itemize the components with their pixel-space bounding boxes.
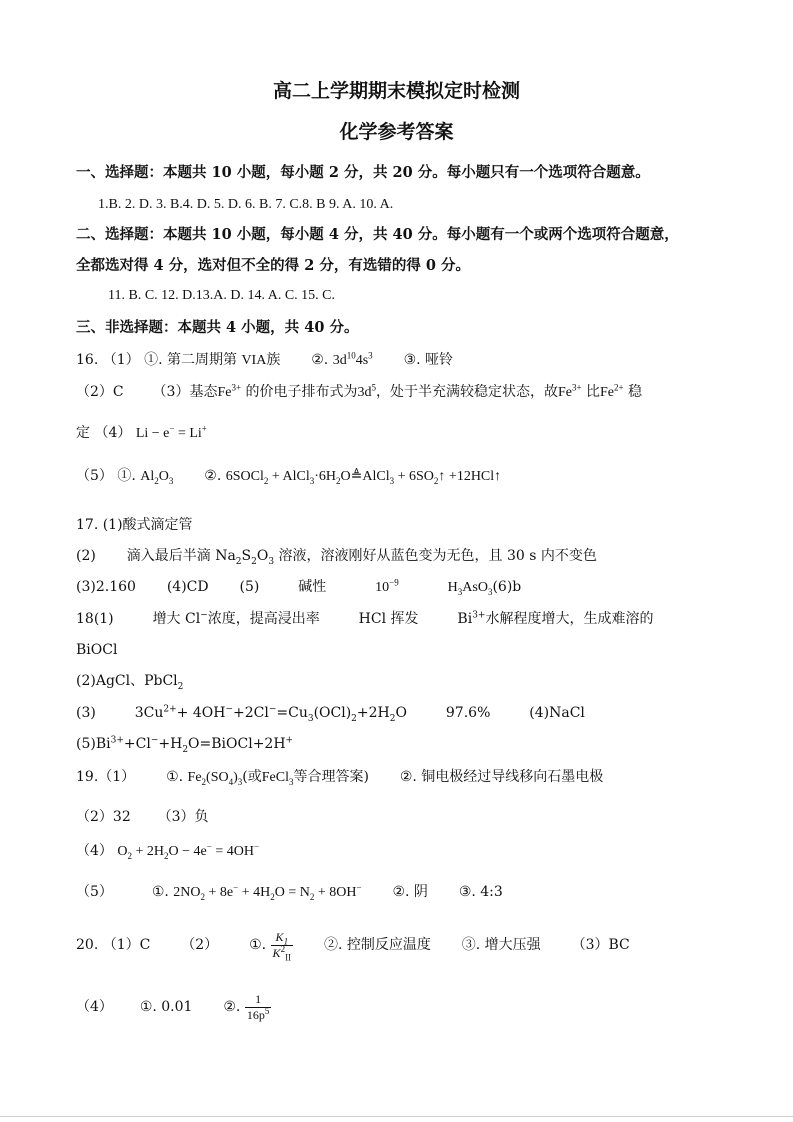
q16-part1-item2: ②. xyxy=(311,352,329,368)
q16-equation-li: Li − e− = Li+ xyxy=(135,423,207,441)
q18-line3: (2)AgCl、PbCl$_2$ xyxy=(76,673,184,692)
q16-group: VIA xyxy=(241,353,267,368)
q16-line4: （5） ①. $Al_2O_3$ ②. 6SOCl$_2$ + $AlCl_3\cdot 6H_2O≜AlCl_3$ + $6SO_2↑$ +12HCl↑ xyxy=(76,468,502,486)
q16-line2: （2）C （3）基态$Fe^{3+}$ 的价电子排布式为$3d^5$，处于半充满较稳定状态，故$Fe^{3+}$ 比$Fe^{2+}$ 稳 xyxy=(76,382,643,400)
q18-line2: BiOCl xyxy=(76,642,118,658)
page-subtitle: 化学参考答案 xyxy=(339,121,454,143)
q20-k-ratio-fraction: $\frac{K_1}{K^2_{II}}$ xyxy=(272,929,292,962)
q20-line1: 20. （1）C （2） ①. $\frac{K_1}{K^2_{II}}$ ②. 控制反应温度 ③. 增大压强 （3）BC xyxy=(76,929,630,962)
q16-socl2-equation: 6SOCl$_2$ + $AlCl_3\cdot 6H_2O≜AlCl_3$ + $6SO_2↑$ +12HCl↑ xyxy=(225,469,502,486)
q16-part2: （2）C xyxy=(76,384,124,400)
section3-heading: 三、非选择题：本题共 4 小题，共 40 分。 xyxy=(76,319,359,336)
q18-line4: (3) $3Cu^{2+}+ 4OH^-+2Cl^-=Cu_3(OCl)_2+2H_2O$ 97.6% (4)NaCl xyxy=(76,704,585,724)
section2-answers: 11. B. C. 12. D.13.A. D. 14. A. C. 15. C. xyxy=(108,288,336,303)
q18-line5: $(5)Bi^{3+}+Cl^-+H_2O=BiOCl+2H^+$ xyxy=(76,735,294,755)
q20-line2: （4） ①. 0.01 ②. $\frac{1}{16p^5}$ xyxy=(76,991,270,1022)
section1-answers: 1.B. 2. D. 3. B.4. D. 5. D. 6. B. 7. C.8. B 9. A. 10. A. xyxy=(98,197,394,212)
q16-group-suffix: 族 xyxy=(266,352,281,368)
q16-part1-item3: ③. 哑铃 xyxy=(403,352,454,368)
q18-line1: 18(1) 增大 Cl−浓度，提高浸出率 HCl 挥发 $Bi^{3+}$水解程度增大，生成难溶的 xyxy=(76,610,654,627)
q16-part1-label: 16. （1） ①. 第二周期第 xyxy=(76,352,237,368)
q16-line3: 定 （4） Li − e− = Li+ xyxy=(76,423,207,441)
q16-line1 xyxy=(76,350,453,371)
q17-line2: (2) 滴入最后半滴 $Na_2S_2O_3$ 溶液，溶液刚好从蓝色变为无色，且 30 s 内不变色 xyxy=(76,548,597,567)
q17-line1: 17. (1)酸式滴定管 xyxy=(76,517,193,533)
q19-line4: （5） ①. $2NO_2 + 8e^- + 4H_2O = N_2 + 8OH^-$ ②. 阴 ③. 4:3 xyxy=(76,882,503,902)
q20-p-fraction: $\frac{1}{16p^5}$ xyxy=(246,991,270,1022)
page-title: 高二上学期期末模拟定时检测 xyxy=(272,80,520,102)
section2-heading-line2: 全都选对得 4 分，选对但不全的得 2 分，有选错的得 0 分。 xyxy=(76,257,471,274)
bottom-divider xyxy=(0,1116,793,1117)
section2-heading-line1: 二、选择题：本题共 10 小题，每小题 4 分，共 40 分。每小题有一个或两个选项符合题意， xyxy=(76,226,679,243)
section1-heading: 一、选择题：本题共 10 小题，每小题 2 分，共 20 分。每小题只有一个选项符合题意。 xyxy=(76,164,650,181)
q19-line3: （4） $O_2 + 2H_2O - 4e^- = 4OH^-$ xyxy=(76,841,260,861)
q16-electron-config: $3d^{10}4s^3$ xyxy=(332,350,373,368)
q19-line2: （2）32 （3）负 xyxy=(76,809,209,825)
q16-al2o3: $Al_2O_3$ xyxy=(140,469,174,486)
q17-line3: (3)2.160 (4)CD (5) 碱性 $10^{-9}$ $H_3AsO_3(6)b$ xyxy=(76,577,522,597)
q19-line1: 19.（1） ①. $Fe_2(SO_4)_3$(或FeCl$_3$等合理答案) ②. 铜电极经过导线移向石墨电极 xyxy=(76,769,604,787)
